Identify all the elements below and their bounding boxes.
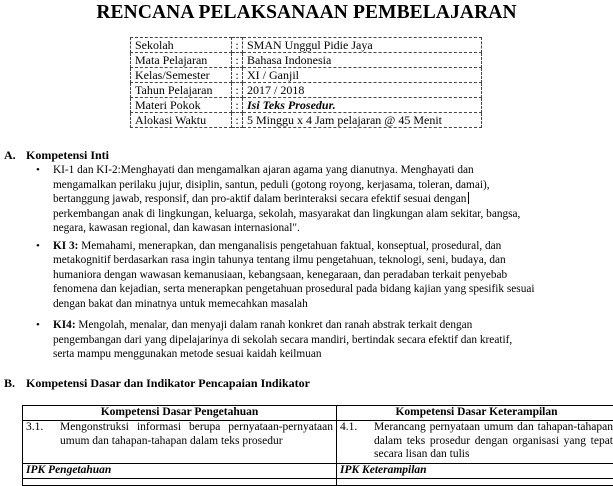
info-row-materi-pokok	[131, 98, 482, 113]
kd-number: 4.1.	[340, 421, 374, 462]
kd-keterampilan-cell	[337, 421, 613, 464]
section-title: Kompetensi Inti	[26, 148, 109, 162]
ki-label: KI 3:	[53, 240, 78, 252]
info-label: Mata Pelajaran	[131, 53, 232, 68]
info-value: 2017 / 2018	[243, 83, 482, 98]
info-colon: :	[232, 98, 243, 113]
ki-line: negara, kawasan regional, dan kawasan internasional".	[53, 221, 613, 236]
identity-table	[130, 37, 482, 128]
ki-line	[53, 192, 613, 207]
info-row-mata-pelajaran	[131, 53, 482, 68]
info-colon: :	[232, 68, 243, 83]
section-a-heading	[4, 148, 109, 163]
ki-label: KI-1 dan KI-2:	[53, 164, 121, 176]
kd-content-row	[23, 421, 613, 464]
info-colon: :	[232, 83, 243, 98]
info-colon: :	[232, 53, 243, 68]
ki-line: pengembangan dari yang dipelajarinya di sekolah secara mandiri, bertindak secara efektif dan kreatif,	[53, 333, 613, 348]
kd-text: Mengonstruksi informasi berupa pernyataan-pernyataan umum dan tahapan-tahapan dalam teks prosedur	[60, 421, 333, 448]
ipk-cell	[23, 479, 337, 486]
ki-line: dengan bakat dan minatnya untuk memecahkan masalah	[53, 297, 613, 312]
kompetensi-inti-list	[53, 163, 613, 362]
section-number: B.	[4, 376, 26, 391]
info-label: Kelas/Semester	[131, 68, 232, 83]
info-value: SMAN Unggul Pidie Jaya	[243, 38, 482, 53]
section-b-heading	[4, 376, 310, 391]
ki-text: bertanggung jawab, responsif, dan pro-aktif dalam berinteraksi secara efektif sesuai dengan	[53, 193, 466, 205]
ki-text: Memahami, menerapkan, dan menganalisis pengetahuan faktual, konseptual, prosedural, dan	[78, 240, 501, 252]
ki-text: Mengolah, menalar, dan menyaji dalam ranah konkret dan ranah abstrak terkait dengan	[76, 319, 473, 331]
text-cursor	[468, 192, 469, 204]
ipk-keterampilan-label: IPK Keterampilan	[337, 464, 613, 479]
info-value: Isi Teks Prosedur.	[243, 98, 482, 113]
bullet-icon: •	[36, 163, 40, 178]
kd-number: 3.1.	[26, 421, 60, 448]
ki-line	[53, 163, 613, 178]
ki-line: perkembangan anak di lingkungan, keluarga, sekolah, masyarakat dan lingkungan alam sekitar, bangsa,	[53, 207, 613, 222]
info-colon: :	[232, 38, 243, 53]
info-value: XI / Ganjil	[243, 68, 482, 83]
section-title: Kompetensi Dasar dan Indikator Pencapaian Indikator	[26, 376, 310, 390]
section-number: A.	[4, 148, 26, 163]
info-value: 5 Minggu x 4 Jam pelajaran @ 45 Menit	[243, 113, 482, 128]
info-colon: :	[232, 113, 243, 128]
ki-item	[53, 163, 613, 236]
info-row-alokasi-waktu	[131, 113, 482, 128]
ipk-row-cut	[23, 479, 613, 486]
ki-label: KI4:	[53, 319, 76, 331]
ki-line: mengamalkan perilaku jujur, disiplin, santun, peduli (gotong royong, kerjasama, toleran, damai),	[53, 178, 613, 193]
ki-text: Menghayati dan mengamalkan ajaran agama yang dianutnya. Menghayati dan	[121, 164, 474, 176]
info-label: Sekolah	[131, 38, 232, 53]
ki-line: humaniora dengan wawasan kemanusiaan, kebangsaan, kenegaraan, dan peradaban terkait penyebab	[53, 268, 613, 283]
ki-line: metakognitif berdasarkan rasa ingin tahunya tentang ilmu pengetahuan, teknologi, seni, budaya, dan	[53, 253, 613, 268]
ipk-pengetahuan-label: IPK Pengetahuan	[23, 464, 337, 479]
ki-line	[53, 318, 613, 333]
ki-line	[53, 239, 613, 254]
ipk-cell	[337, 479, 613, 486]
info-row-tahun-pelajaran	[131, 83, 482, 98]
page-title: RENCANA PELAKSANAAN PEMBELAJARAN	[0, 2, 613, 24]
ki-line: serta mampu menggunakan metode sesuai kaidah keilmuan	[53, 347, 613, 362]
ki-item	[53, 239, 613, 312]
kd-header-keterampilan: Kompetensi Dasar Keterampilan	[337, 406, 613, 421]
kd-header-pengetahuan: Kompetensi Dasar Pengetahuan	[23, 406, 337, 421]
info-label: Materi Pokok	[131, 98, 232, 113]
info-row-sekolah	[131, 38, 482, 53]
kompetensi-dasar-table	[22, 405, 613, 486]
info-label: Alokasi Waktu	[131, 113, 232, 128]
bullet-icon: •	[36, 318, 40, 333]
info-label: Tahun Pelajaran	[131, 83, 232, 98]
kd-text: Merancang pernyataan umum dan tahapan-tahapan dalam teks prosedur dengan organisasi yang tepat secara lisan dan tulis	[374, 421, 613, 462]
kd-pengetahuan-cell	[23, 421, 337, 464]
info-row-kelas-semester	[131, 68, 482, 83]
ki-line: fenomena dan kejadian, serta menerapkan pengetahuan prosedural pada bidang kajian yang spesifik sesuai	[53, 282, 613, 297]
ki-item	[53, 318, 613, 362]
ipk-header-row	[23, 464, 613, 479]
info-value: Bahasa Indonesia	[243, 53, 482, 68]
bullet-icon: •	[36, 239, 40, 254]
kd-header-row	[23, 406, 613, 421]
